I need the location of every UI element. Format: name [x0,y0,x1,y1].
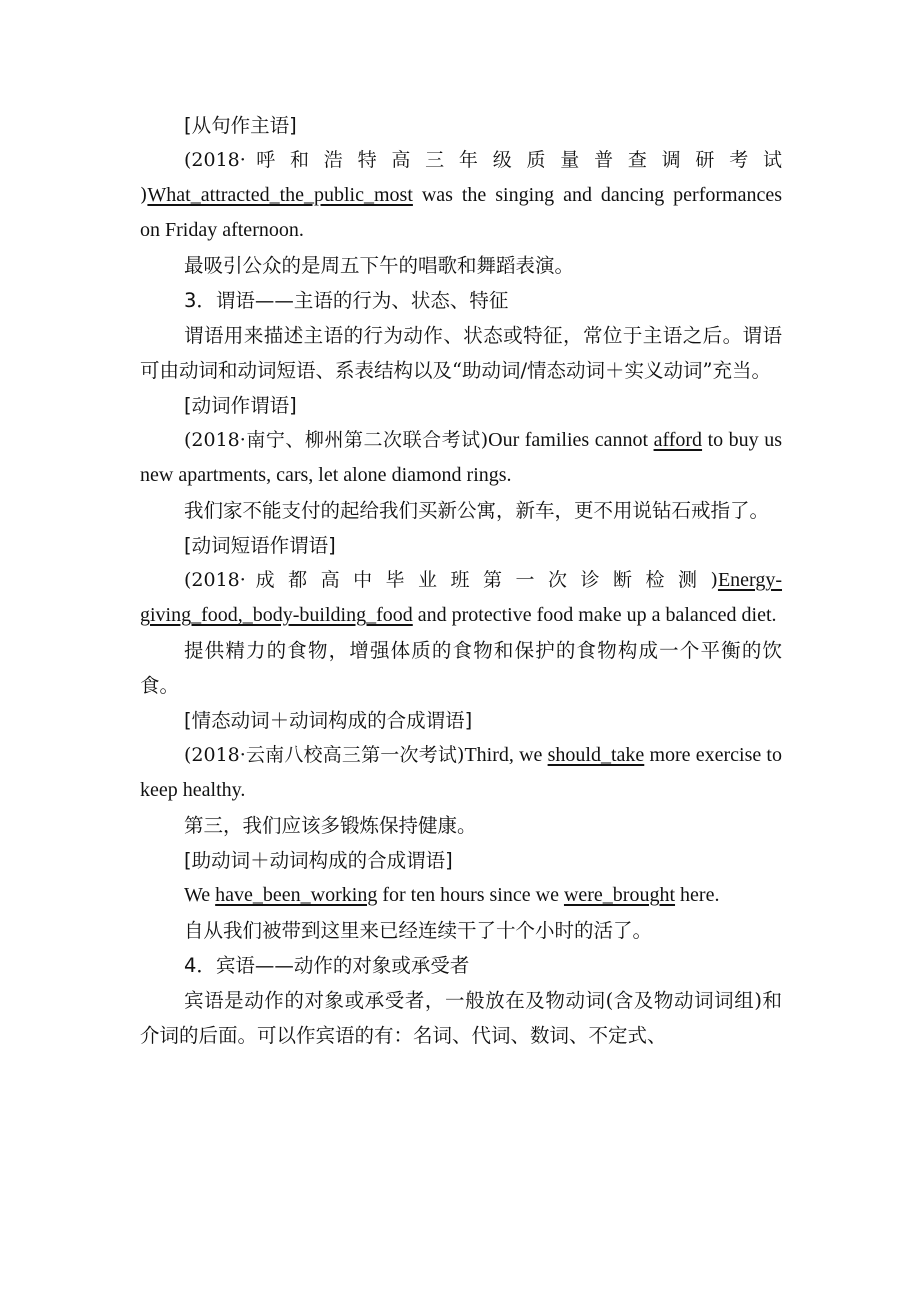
example-source: (2018·云南八校高三第一次考试) [184,744,465,766]
example-5-translation: 自从我们被带到这里来已经连续干了十个小时的活了。 [184,919,653,942]
example-source: (2018· 成 都 高 中 毕 业 班 第 一 次 诊 断 检 测 ) [184,569,718,591]
section-4-description: 宾语是动作的对象或承受者，一般放在及物动词(含及物动词词组)和介词的后面。可以作宾语的有：名词、代词、数词、不定式、 [140,989,782,1047]
underlined-phrase: were_brought [563,884,676,906]
tag-phrase-predicate: [动词短语作谓语] [184,534,336,557]
tag-subject-clause: [从句作主语] [184,114,297,137]
document-page [140,108,782,1053]
underlined-phrase: afford [653,429,703,451]
section-3-description: 谓语用来描述主语的行为动作、状态或特征，常位于主语之后。谓语可由动词和动词短语、系表结构以及“助动词/情态动词＋实义动词”充当。 [140,324,782,382]
underlined-phrase: have_been_working [215,884,378,906]
section-4-title: 4．宾语——动作的对象或承受者 [184,954,470,977]
example-2: (2018·南宁、柳州第二次联合考试)Our families cannot afford to buy us new apartments, cars, let alone diamond rings. [140,429,782,486]
example-3-translation: 提供精力的食物，增强体质的食物和保护的食物构成一个平衡的饮食。 [140,639,782,697]
underlined-phrase: Energy-giving_food,_body-building_food [140,569,783,626]
example-3: (2018· 成 都 高 中 毕 业 班 第 一 次 诊 断 检 测 )Energy-giving_food,_body-building_food and protective food make up a balanced diet. [140,569,783,626]
tag-aux-predicate: [助动词＋动词构成的合成谓语] [184,849,453,872]
underlined-phrase: should_take [547,744,645,766]
tag-verb-predicate: [动词作谓语] [184,394,297,417]
example-4-translation: 第三，我们应该多锻炼保持健康。 [184,814,477,837]
tag-modal-predicate: [情态动词＋动词构成的合成谓语] [184,709,473,732]
example-5: We have_been_working for ten hours since we were_brought here. [184,884,720,906]
example-1: (2018· 呼 和 浩 特 高 三 年 级 质 量 普 查 调 研 考 试 )What_attracted_the_public_most was the singing and dancing performances on Friday afternoon. [140,149,782,241]
underlined-phrase: What_attracted_the_public_most [147,184,413,206]
example-source: (2018· 呼 和 浩 特 高 三 年 级 质 量 普 查 调 研 考 试 ) [140,149,782,206]
example-1-translation: 最吸引公众的是周五下午的唱歌和舞蹈表演。 [184,254,575,277]
example-2-translation: 我们家不能支付的起给我们买新公寓，新车，更不用说钻石戒指了。 [184,499,770,522]
example-source: (2018·南宁、柳州第二次联合考试) [184,429,489,451]
example-4: (2018·云南八校高三第一次考试)Third, we should_take more exercise to keep healthy. [140,744,782,801]
section-3-title: 3．谓语——主语的行为、状态、特征 [184,289,509,312]
